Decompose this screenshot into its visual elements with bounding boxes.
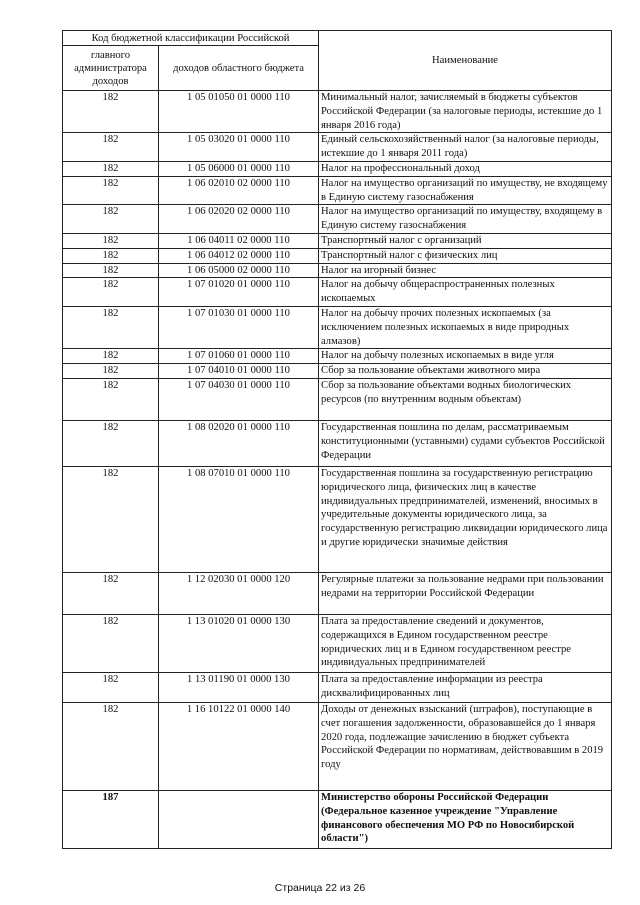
table-row <box>63 614 612 672</box>
income-code-cell: 1 06 04011 02 0000 110 <box>159 233 319 248</box>
income-name-cell: Единый сельскохозяйственный налог (за налоговые периоды, истекшие до 1 января 2011 года) <box>319 133 612 162</box>
table-row <box>63 278 612 307</box>
table-row <box>63 306 612 348</box>
table-row <box>63 263 612 278</box>
income-name-cell: Сбор за пользование объектами животного мира <box>319 364 612 379</box>
table-row <box>63 161 612 176</box>
admin-code-cell: 182 <box>63 378 159 420</box>
income-code-cell: 1 07 01030 01 0000 110 <box>159 306 319 348</box>
header-group-label: Код бюджетной классификации Российской <box>63 31 319 46</box>
income-code-cell: 1 06 02010 02 0000 110 <box>159 176 319 205</box>
income-name-cell: Налог на имущество организаций по имуществу, входящему в Единую систему газоснабжения <box>319 205 612 234</box>
table-row <box>63 133 612 162</box>
income-name-cell: Налог на добычу полезных ископаемых в виде угля <box>319 349 612 364</box>
income-name-cell: Плата за предоставление информации из реестра дисквалифицированных лиц <box>319 672 612 702</box>
income-code-cell: 1 05 06000 01 0000 110 <box>159 161 319 176</box>
income-code-cell: 1 12 02030 01 0000 120 <box>159 572 319 614</box>
table-row <box>63 349 612 364</box>
header-admin: главного администратора доходов <box>63 46 159 91</box>
income-name-cell: Плата за предоставление сведений и документов, содержащихся в Едином государственном реестре юридических лиц и в Едином государственном реестре индивидуальных предпринимателей <box>319 614 612 672</box>
income-name-cell: Регулярные платежи за пользование недрами при пользовании недрами на территории Российской Федерации <box>319 572 612 614</box>
income-code-cell: 1 05 03020 01 0000 110 <box>159 133 319 162</box>
table-row <box>63 702 612 790</box>
income-name-cell: Налог на профессиональный доход <box>319 161 612 176</box>
table-row <box>63 233 612 248</box>
income-name-cell: Налог на добычу прочих полезных ископаемых (за исключением полезных ископаемых в виде природных алмазов) <box>319 306 612 348</box>
admin-code-cell: 182 <box>63 572 159 614</box>
income-name-cell: Транспортный налог с физических лиц <box>319 248 612 263</box>
table-body <box>63 91 612 849</box>
income-code-cell: 1 06 04012 02 0000 110 <box>159 248 319 263</box>
income-code-cell: 1 16 10122 01 0000 140 <box>159 702 319 790</box>
income-code-cell: 1 07 01060 01 0000 110 <box>159 349 319 364</box>
admin-code-cell: 182 <box>63 278 159 307</box>
budget-classification-table <box>62 30 612 849</box>
income-code-cell: 1 08 02020 01 0000 110 <box>159 420 319 466</box>
income-name-cell: Министерство обороны Российской Федерации (Федеральное казенное учреждение "Управление финансового обеспечения МО РФ по Новосибирской области") <box>319 790 612 848</box>
admin-code-cell: 182 <box>63 364 159 379</box>
admin-code-cell: 182 <box>63 466 159 572</box>
admin-code-cell: 182 <box>63 233 159 248</box>
admin-code-cell: 182 <box>63 248 159 263</box>
income-code-cell: 1 07 04030 01 0000 110 <box>159 378 319 420</box>
admin-code-cell: 182 <box>63 702 159 790</box>
income-code-cell: 1 07 04010 01 0000 110 <box>159 364 319 379</box>
admin-code-cell: 182 <box>63 672 159 702</box>
income-name-cell: Государственная пошлина за государственную регистрацию юридического лица, физических лиц в качестве индивидуальных предпринимателей, изменений, вносимых в учредительные документы юридического лица, за государственную регистрацию ликвидации юридического лица и другие юридически значимые действия <box>319 466 612 572</box>
income-code-cell: 1 13 01190 01 0000 130 <box>159 672 319 702</box>
admin-code-cell: 182 <box>63 91 159 133</box>
table-row <box>63 420 612 466</box>
income-code-cell <box>159 790 319 848</box>
table-row <box>63 205 612 234</box>
income-code-cell: 1 05 01050 01 0000 110 <box>159 91 319 133</box>
admin-code-cell: 182 <box>63 614 159 672</box>
income-code-cell: 1 13 01020 01 0000 130 <box>159 614 319 672</box>
table-row <box>63 248 612 263</box>
income-name-cell: Минимальный налог, зачисляемый в бюджеты субъектов Российской Федерации (за налоговые периоды, истекшие до 1 января 2016 года) <box>319 91 612 133</box>
income-code-cell: 1 06 02020 02 0000 110 <box>159 205 319 234</box>
admin-code-cell: 182 <box>63 205 159 234</box>
table-row <box>63 672 612 702</box>
table-row <box>63 572 612 614</box>
income-code-cell: 1 06 05000 02 0000 110 <box>159 263 319 278</box>
table-row <box>63 790 612 848</box>
income-name-cell: Государственная пошлина по делам, рассматриваемым конституционными (уставными) судами субъектов Российской Федерации <box>319 420 612 466</box>
admin-code-cell: 182 <box>63 306 159 348</box>
income-code-cell: 1 07 01020 01 0000 110 <box>159 278 319 307</box>
admin-code-cell: 182 <box>63 161 159 176</box>
admin-code-cell: 182 <box>63 133 159 162</box>
table-row <box>63 176 612 205</box>
header-income: доходов областного бюджета <box>159 46 319 91</box>
income-code-cell: 1 08 07010 01 0000 110 <box>159 466 319 572</box>
admin-code-cell: 182 <box>63 176 159 205</box>
header-name: Наименование <box>319 31 612 91</box>
income-name-cell: Доходы от денежных взысканий (штрафов), поступающие в счет погашения задолженности, образовавшейся до 1 января 2020 года, подлежащие зачислению в бюджет субъекта Российской Федерации по нормативам, действовавшим в 2019 году <box>319 702 612 790</box>
income-name-cell: Налог на добычу общераспространенных полезных ископаемых <box>319 278 612 307</box>
table-row <box>63 378 612 420</box>
income-name-cell: Налог на имущество организаций по имуществу, не входящему в Единую систему газоснабжения <box>319 176 612 205</box>
income-name-cell: Сбор за пользование объектами водных биологических ресурсов (по внутренним водным объектам) <box>319 378 612 420</box>
income-name-cell: Налог на игорный бизнес <box>319 263 612 278</box>
admin-code-cell: 182 <box>63 263 159 278</box>
table-row <box>63 364 612 379</box>
admin-code-cell: 187 <box>63 790 159 848</box>
admin-code-cell: 182 <box>63 349 159 364</box>
table-row <box>63 91 612 133</box>
income-name-cell: Транспортный налог с организаций <box>319 233 612 248</box>
page-number: Страница 22 из 26 <box>274 882 366 894</box>
table-row <box>63 466 612 572</box>
admin-code-cell: 182 <box>63 420 159 466</box>
